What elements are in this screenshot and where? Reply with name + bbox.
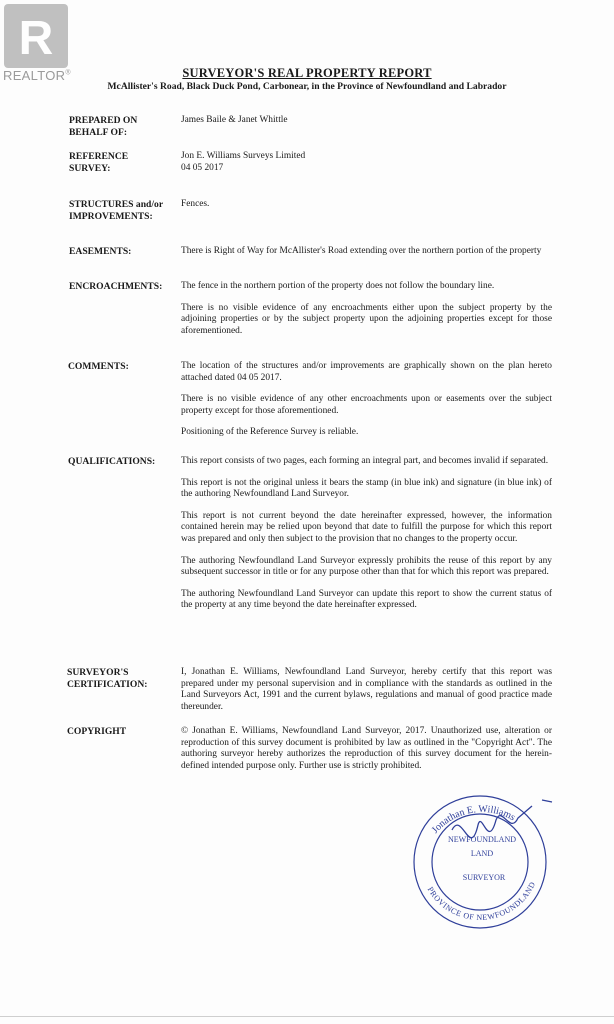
- section-paragraph: Jon E. Williams Surveys Limited 04 05 2017: [181, 151, 306, 173]
- stamp-line1: NEWFOUNDLAND: [448, 835, 516, 844]
- section-label-line: BEHALF OF:: [69, 127, 128, 138]
- section-label-line: COPYRIGHT: [67, 726, 127, 737]
- section-label: [67, 667, 148, 691]
- section-label-line: PREPARED ON: [69, 115, 138, 126]
- logo-letter: R: [18, 12, 54, 65]
- section-paragraph: The location of the structures and/or improvements are graphically shown on the plan hereto attached dated 04 05 2017.: [181, 361, 552, 383]
- section-paragraph: This report is not the original unless it bears the stamp (in blue ink) and signature (in blue ink) of the authoring Newfoundland Land Surveyor.: [181, 477, 552, 500]
- section-paragraph: © Jonathan E. Williams, Newfoundland Land Surveyor, 2017. Unauthorized use, alteration or reproduction of this survey document is prohibited by law as outlined in the "Copyright Act". The authoring surveyor hereby authorizes the reproduction of this survey document for the herein-defined intended purpose only. Further use is strictly prohibited.: [181, 726, 552, 771]
- section-value: [181, 199, 552, 211]
- section-paragraph: The authoring Newfoundland Land Surveyor can update this report to show the current status of the property at any time beyond the date hereinafter expressed.: [181, 588, 552, 611]
- section-label: [67, 726, 126, 738]
- report-title: SURVEYOR'S REAL PROPERTY REPORT: [182, 66, 432, 80]
- stamp-line2: LAND: [470, 849, 494, 858]
- section-paragraph: Fences.: [181, 199, 210, 209]
- section-label-line: SURVEYOR'S: [67, 667, 129, 678]
- section-value: [181, 281, 552, 337]
- section-label: [68, 456, 155, 468]
- section-paragraph: This report consists of two pages, each forming an integral part, and becomes invalid if separated.: [181, 456, 549, 466]
- section-paragraph: There is no visible evidence of any other encroachments upon or easements over the subject property except for those aforementioned.: [181, 394, 552, 416]
- section-label-line: ENCROACHMENTS:: [69, 281, 163, 292]
- section-value: [181, 456, 552, 612]
- section-value: [181, 151, 552, 174]
- surveyor-stamp-icon: [392, 790, 562, 930]
- section-label: [69, 281, 162, 293]
- section-paragraph: I, Jonathan E. Williams, Newfoundland Land Surveyor, hereby certify that this report was prepared under my personal supervision and in compliance with the standards as outlined in the Land Surveyors Act, 1991 and the current bylaws, regulations and manual of good practice made thereunder.: [181, 667, 552, 712]
- section-paragraph: The fence in the northern portion of the property does not follow the boundary line.: [181, 281, 495, 291]
- section-label-line: STRUCTURES and/or: [69, 199, 164, 210]
- section-label: [68, 361, 129, 373]
- stamp-line3: SURVEYOR: [462, 873, 506, 882]
- stamp-name: Jonathan E. Williams: [429, 803, 518, 836]
- section-label-line: REFERENCE: [69, 151, 129, 162]
- realtor-reg-mark: ®: [65, 69, 71, 77]
- section-paragraph: There is no visible evidence of any encroachments either upon the subject property by the adjoining properties or by the subject property upon the adjoining properties except for those aforementioned.: [181, 302, 552, 336]
- stamp-ring: PROVINCE OF NEWFOUNDLAND: [425, 880, 538, 923]
- section-label: [69, 246, 131, 258]
- section-paragraph: This report is not current beyond the date hereinafter expressed, however, the information contained herein may be relied upon beyond that date to fulfill the purpose for which this report was prepared and only then subject to the provision that no changes to the property occur.: [181, 510, 552, 544]
- section-value: [181, 246, 552, 258]
- section-label: [69, 199, 163, 223]
- section-label-line: COMMENTS:: [68, 361, 129, 372]
- section-paragraph: James Baile & Janet Whittle: [181, 115, 288, 125]
- report-subtitle: McAllister's Road, Black Duck Pond, Carbonear, in the Province of Newfoundland and Labrador: [107, 81, 507, 92]
- section-label: [69, 115, 137, 139]
- section-value: [181, 726, 552, 772]
- realtor-logo-icon: [4, 4, 68, 68]
- page-divider: [0, 1016, 614, 1017]
- section-value: [181, 115, 552, 127]
- section-paragraph: There is Right of Way for McAllister's Road extending over the northern portion of the property: [181, 246, 542, 256]
- section-label-line: CERTIFICATION:: [67, 679, 148, 690]
- section-value: [181, 667, 552, 713]
- section-label: [69, 151, 128, 175]
- section-label-line: IMPROVEMENTS:: [69, 211, 153, 222]
- section-label-line: SURVEY:: [69, 163, 111, 174]
- section-label-line: QUALIFICATIONS:: [68, 456, 156, 467]
- realtor-brand: REALTOR: [3, 68, 66, 83]
- section-label-line: EASEMENTS:: [69, 246, 132, 257]
- section-paragraph: The authoring Newfoundland Land Surveyor expressly prohibits the reuse of this report by any subsequent successor in title or for any purpose other than that for which this report was prepared.: [181, 555, 552, 578]
- section-paragraph: Positioning of the Reference Survey is reliable.: [181, 427, 359, 438]
- section-value: [181, 361, 552, 439]
